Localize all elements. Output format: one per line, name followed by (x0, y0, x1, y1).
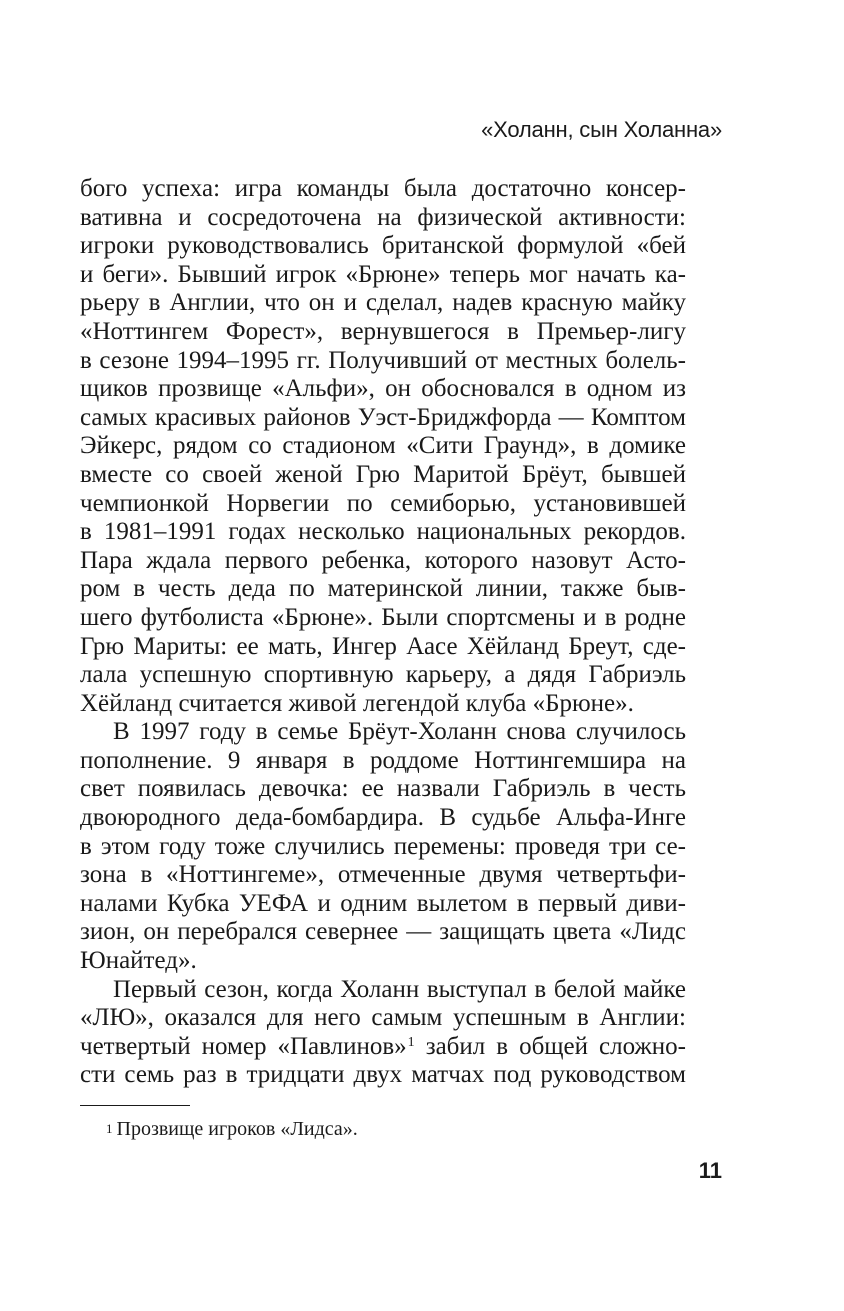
text-line: ром в честь деда по материнской линии, также быв- (80, 575, 686, 603)
text-line: вместе со своей женой Грю Маритой Брёут, бывшей (80, 460, 686, 488)
text-line: чемпионкой Норвегии по семиборью, установившей (80, 489, 686, 517)
footnote-text: Прозвище игроков «Лидса». (116, 1118, 358, 1140)
text-segment: забил в общей сложно- (425, 1032, 686, 1060)
page-number: 11 (698, 1158, 722, 1183)
text-line: игроки руководствовались британской формулой «бей (80, 232, 686, 260)
running-head: «Холанн, сын Холанна» (481, 117, 722, 142)
text-line: Первый сезон, когда Холанн выступал в белой майке (113, 975, 686, 1003)
body-text (80, 175, 686, 1090)
text-line: Грю Мариты: ее мать, Ингер Аасе Хёйланд Бреут, сде- (80, 632, 686, 660)
text-line: шего футболиста «Брюне». Были спортсмены и в родне (80, 603, 686, 631)
text-line: Юнайтед». (80, 947, 197, 975)
text-line: налами Кубка УЕФА и одним вылетом в первый диви- (80, 889, 686, 917)
text-line: Хёйланд считается живой легендой клуба «Брюне». (80, 689, 634, 717)
text-line: рьеру в Англии, что он и сделал, надев красную майку (80, 289, 686, 317)
text-line: Эйкерс, рядом со стадионом «Сити Граунд», в домике (80, 432, 686, 460)
text-line: двоюродного деда-бомбардира. В судьбе Альфа-Инге (80, 804, 686, 832)
text-line: в сезоне 1994–1995 гг. Получивший от местных болель- (80, 346, 686, 374)
text-segment: четвертый номер «Павлинов» (80, 1032, 407, 1060)
text-line: самых красивых районов Уэст-Бриджфорда — Комптом (80, 403, 686, 431)
text-line: в 1981–1991 годах несколько национальных рекордов. (80, 518, 686, 546)
text-line: пополнение. 9 января в роддоме Ноттингемшира на (80, 746, 686, 774)
text-line: бого успеха: игра команды была достаточно консер- (80, 175, 686, 202)
text-line: зион, он перебрался севернее — защищать цвета «Лидс (80, 918, 686, 946)
text-line-with-footnote (80, 1033, 686, 1062)
text-line: Пара ждала первого ребенка, которого назовут Асто- (80, 546, 686, 574)
text-line: и беги». Бывший игрок «Брюне» теперь мог начать ка- (80, 260, 686, 288)
text-line: сти семь раз в тридцати двух матчах под руководством (80, 1061, 686, 1089)
text-line: в этом году тоже случились перемены: проведя три се- (80, 832, 686, 860)
footnote-mark: 1 (106, 1121, 113, 1136)
footnote-ref: 1 (407, 1034, 415, 1050)
text-line: «Ноттингем Форест», вернувшегося в Премьер-лигу (80, 317, 686, 345)
footnote (106, 1116, 358, 1142)
text-line: лала успешную спортивную карьеру, а дядя Габриэль (80, 661, 686, 689)
footnote-divider (80, 1105, 190, 1106)
text-line: щиков прозвище «Альфи», он обосновался в одном из (80, 375, 686, 403)
text-line: свет появилась девочка: ее назвали Габриэль в честь (80, 775, 686, 803)
text-line: «ЛЮ», оказался для него самым успешным в Англии: (80, 1004, 686, 1032)
text-line: зона в «Ноттингеме», отмеченные двумя четвертьфи- (80, 861, 686, 889)
text-line: В 1997 году в семье Брёут-Холанн снова случилось (113, 718, 686, 746)
text-line: вативна и сосредоточена на физической активности: (80, 203, 686, 231)
